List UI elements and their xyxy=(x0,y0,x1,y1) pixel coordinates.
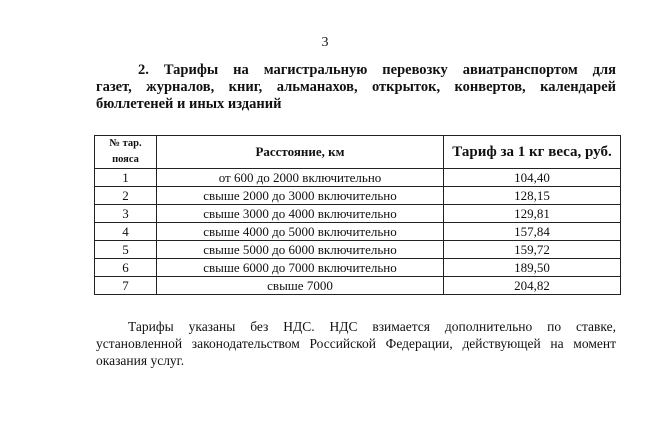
zone-cell: 6 xyxy=(95,259,157,277)
column-header-distance: Расстояние, км xyxy=(157,136,444,169)
heading-line: бюллетеней и иных изданий xyxy=(96,96,282,112)
tariff-cell: 157,84 xyxy=(444,223,621,241)
zone-cell: 7 xyxy=(95,277,157,295)
distance-cell: свыше 2000 до 3000 включительно xyxy=(157,187,444,205)
note-line: Тарифы указаны без НДС. НДС взимается дополнительно по ставке, xyxy=(128,319,616,334)
tariff-table xyxy=(94,135,621,295)
tariff-cell: 129,81 xyxy=(444,205,621,223)
table-header-row xyxy=(95,136,621,169)
section-heading xyxy=(96,62,616,113)
distance-cell: свыше 6000 до 7000 включительно xyxy=(157,259,444,277)
tariff-cell: 204,82 xyxy=(444,277,621,295)
tariff-cell: 104,40 xyxy=(444,169,621,187)
table-row xyxy=(95,205,621,223)
table-row xyxy=(95,259,621,277)
table-row xyxy=(95,223,621,241)
distance-cell: свыше 5000 до 6000 включительно xyxy=(157,241,444,259)
distance-cell: свыше 4000 до 5000 включительно xyxy=(157,223,444,241)
column-header-zone: № тар. пояса xyxy=(95,136,157,169)
note-line: установленной законодательством Российской Федерации, действующей на момент xyxy=(96,336,616,351)
distance-cell: свыше 3000 до 4000 включительно xyxy=(157,205,444,223)
heading-line: газет, журналов, книг, альманахов, открыток, конвертов, календарей xyxy=(96,79,616,95)
distance-cell: свыше 7000 xyxy=(157,277,444,295)
distance-cell: от 600 до 2000 включительно xyxy=(157,169,444,187)
page-number: 3 xyxy=(321,35,329,50)
table-row xyxy=(95,277,621,295)
vat-note xyxy=(96,318,616,369)
tariff-cell: 128,15 xyxy=(444,187,621,205)
column-header-tariff: Тариф за 1 кг веса, руб. xyxy=(444,136,621,169)
zone-cell: 5 xyxy=(95,241,157,259)
table-row xyxy=(95,169,621,187)
zone-cell: 2 xyxy=(95,187,157,205)
table-row xyxy=(95,187,621,205)
note-line: оказания услуг. xyxy=(96,353,185,368)
zone-cell: 1 xyxy=(95,169,157,187)
zone-cell: 4 xyxy=(95,223,157,241)
table-row xyxy=(95,241,621,259)
heading-line: 2. Тарифы на магистральную перевозку авиатранспортом для xyxy=(138,62,616,78)
tariff-cell: 159,72 xyxy=(444,241,621,259)
tariff-cell: 189,50 xyxy=(444,259,621,277)
zone-cell: 3 xyxy=(95,205,157,223)
